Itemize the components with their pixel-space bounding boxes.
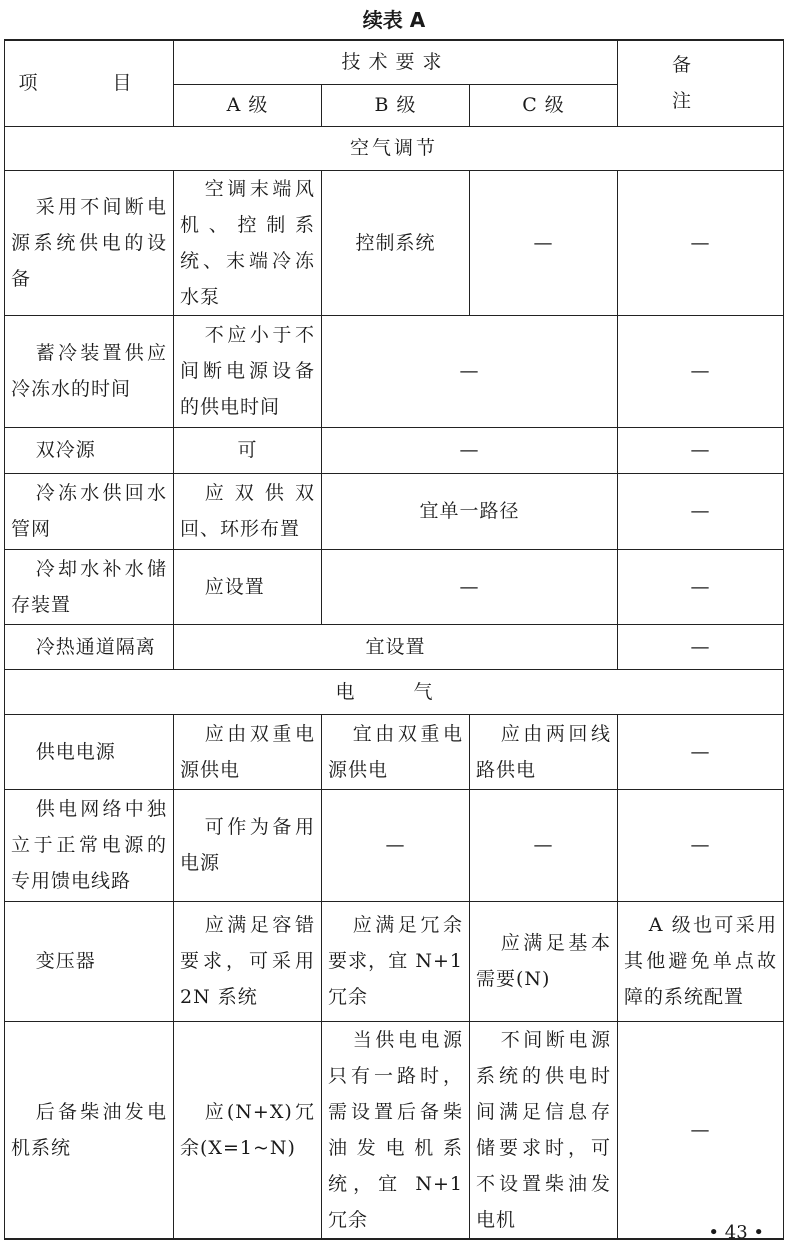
table-row [5, 427, 784, 473]
row-item: 后备柴油发电机系统 [5, 1021, 174, 1239]
row-item: 双冷源 [5, 427, 174, 473]
table-caption: 续表 A [362, 8, 426, 32]
table-row [5, 549, 784, 624]
table-row [5, 789, 784, 901]
row-level-a: 应设置 [174, 549, 322, 624]
table-row [5, 473, 784, 549]
section-aircon: 空气调节 [5, 126, 784, 170]
row-level-a: 应(N+X)冗余(X=1~N) [174, 1021, 322, 1239]
row-level-c: 应由两回线路供电 [470, 714, 618, 789]
row-level-b: 应满足冗余要求，宜 N+1 冗余 [322, 901, 470, 1021]
section-row-electric [5, 669, 784, 714]
row-note: — [618, 789, 784, 901]
row-level-b: 当供电电源只有一路时，需设置后备柴油发电机系统，宜 N+1 冗余 [322, 1021, 470, 1239]
row-level-a: 可作为备用电源 [174, 789, 322, 901]
row-note: — [618, 427, 784, 473]
row-item: 冷冻水供回水管网 [5, 473, 174, 549]
row-item: 供电电源 [5, 714, 174, 789]
row-level-b: — [322, 789, 470, 901]
row-note: — [618, 473, 784, 549]
row-level-c: 应满足基本需要(N) [470, 901, 618, 1021]
row-item: 变压器 [5, 901, 174, 1021]
row-note: — [618, 170, 784, 315]
header-tech: 技术要求 [174, 40, 618, 84]
page-number: • 43 • [708, 1222, 764, 1243]
row-note: — [618, 549, 784, 624]
spec-table [4, 39, 787, 1240]
table-row [5, 624, 784, 669]
table-row [5, 315, 784, 427]
table-row [5, 1021, 784, 1239]
row-level-bc: — [322, 427, 618, 473]
row-item: 冷热通道隔离 [5, 624, 174, 669]
row-level-b: 宜由双重电源供电 [322, 714, 470, 789]
table-row [5, 170, 784, 315]
header-level-b: B 级 [322, 84, 470, 126]
section-electric: 电 气 [5, 669, 784, 714]
row-level-a: 应满足容错要求，可采用 2N 系统 [174, 901, 322, 1021]
row-level-a: 应由双重电源供电 [174, 714, 322, 789]
row-level-bc: — [322, 315, 618, 427]
header-row-1 [5, 40, 784, 84]
row-level-abc: 宜设置 [174, 624, 618, 669]
row-level-a: 可 [174, 427, 322, 473]
header-level-a: A 级 [174, 84, 322, 126]
row-level-c: — [470, 789, 618, 901]
row-level-c: 不间断电源系统的供电时间满足信息存储要求时，可不设置柴油发电机 [470, 1021, 618, 1239]
row-note: — [618, 714, 784, 789]
table-row [5, 714, 784, 789]
table-row [5, 901, 784, 1021]
row-note: — [618, 1021, 784, 1239]
header-note: 备 注 [618, 40, 784, 126]
header-level-c: C 级 [470, 84, 618, 126]
header-item: 项 目 [5, 40, 174, 126]
row-note: — [618, 624, 784, 669]
row-item: 冷却水补水储存装置 [5, 549, 174, 624]
row-level-bc: 宜单一路径 [322, 473, 618, 549]
row-item: 蓄冷装置供应冷冻水的时间 [5, 315, 174, 427]
row-item: 采用不间断电源系统供电的设备 [5, 170, 174, 315]
row-level-bc: — [322, 549, 618, 624]
row-note: A 级也可采用其他避免单点故障的系统配置 [618, 901, 784, 1021]
row-level-b: 控制系统 [322, 170, 470, 315]
row-level-a: 应双供双回、环形布置 [174, 473, 322, 549]
row-item: 供电网络中独立于正常电源的专用馈电线路 [5, 789, 174, 901]
row-level-a: 空调末端风机、控制系统、末端冷冻水泵 [174, 170, 322, 315]
row-level-c: — [470, 170, 618, 315]
spec-table-wrapper [4, 39, 787, 1240]
row-note: — [618, 315, 784, 427]
row-level-a: 不应小于不间断电源设备的供电时间 [174, 315, 322, 427]
section-row-aircon [5, 126, 784, 170]
